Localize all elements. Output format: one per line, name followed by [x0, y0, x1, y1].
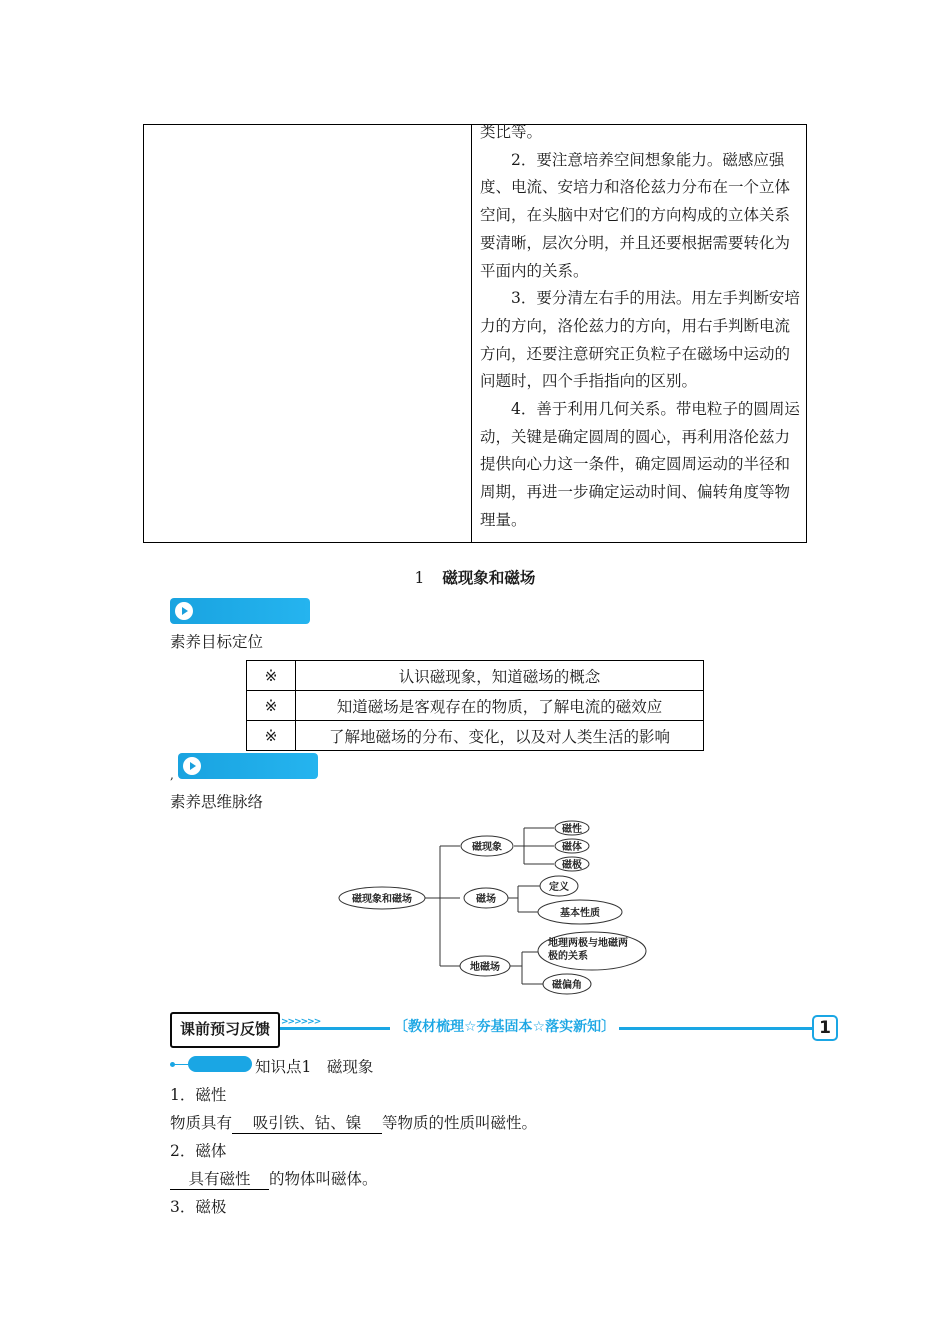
leaf-label: 地理两极与地磁两极的关系 — [548, 938, 628, 962]
section-subtitle: 〔教材梳理☆夯基固本☆落实新知〕 — [390, 1016, 619, 1038]
branch-label: 地磁场 — [470, 962, 500, 973]
section-banner — [178, 753, 318, 779]
knowledge-point-label: 知识点1 磁现象 — [255, 1058, 374, 1076]
section-title: 课前预习反馈 — [170, 1012, 280, 1048]
branch-label: 磁现象 — [472, 842, 502, 853]
play-icon — [175, 602, 193, 620]
root-label: 磁现象和磁场 — [352, 894, 412, 905]
answer-blank: 吸引铁、钴、镍 — [232, 1111, 382, 1134]
arrows-icon: >>>>>> — [281, 1017, 321, 1027]
sentence-text: 等物质的性质叫磁性。 — [382, 1114, 538, 1132]
paragraph: 类比等。 — [480, 123, 543, 141]
item-heading: 2．磁体 — [170, 1142, 227, 1160]
leaf-label: 基本性质 — [560, 908, 600, 919]
play-icon — [183, 757, 201, 775]
continued-table — [143, 124, 807, 543]
goal-text: 知道磁场是客观存在的物质，了解电流的磁效应 — [296, 691, 704, 721]
leaf-label: 磁极 — [562, 860, 582, 871]
item-heading: 3．磁极 — [170, 1198, 227, 1216]
goal-mark: ※ — [247, 691, 296, 721]
answer-blank: 具有磁性 — [170, 1167, 269, 1190]
table-right-cell — [480, 119, 801, 535]
table-column-divider — [471, 125, 472, 542]
paragraph: 3．要分清左右手的用法。用左手判断安培力的方向，洛伦兹力的方向，用右手判断电流方向，还要注意研究正负粒子在磁场中运动的问题时，四个手指指向的区别。 — [480, 289, 800, 391]
goals-table — [246, 660, 704, 751]
stray-mark: , — [170, 768, 174, 782]
section-header — [170, 1010, 840, 1046]
leaf-label: 磁偏角 — [552, 980, 582, 991]
knowledge-pill — [188, 1056, 252, 1072]
goal-text: 认识磁现象，知道磁场的概念 — [296, 661, 704, 691]
table-row — [247, 691, 704, 721]
branch-label: 磁场 — [476, 894, 496, 905]
lesson-title — [0, 566, 950, 588]
lesson-number: 1 — [414, 569, 425, 587]
goal-mark: ※ — [247, 721, 296, 751]
sentence-text: 的物体叫磁体。 — [269, 1170, 378, 1188]
leaf-label-wrap — [548, 937, 636, 967]
leaf-label: 磁体 — [562, 842, 582, 853]
fill-blank-sentence — [170, 1111, 537, 1134]
leaf-label: 定义 — [549, 882, 569, 893]
section-number-badge: 1 — [812, 1015, 838, 1041]
fill-blank-sentence — [170, 1167, 378, 1190]
table-row — [247, 661, 704, 691]
paragraph: 4．善于利用几何关系。带电粒子的圆周运动，关键是确定圆周的圆心，再利用洛伦兹力提供向心力这一条件，确定圆周运动的半径和周期，再进一步确定运动时间、偏转角度等物理量。 — [480, 400, 800, 529]
paragraph: 2．要注意培养空间想象能力。磁感应强度、电流、安培力和洛伦兹力分布在一个立体空间，在头脑中对它们的方向构成的立体关系要清晰，层次分明，并且还要根据需要转化为平面内的关系。 — [480, 150, 791, 280]
goal-text: 了解地磁场的分布、变化，以及对人类生活的影响 — [296, 721, 704, 751]
lesson-title-text: 磁现象和磁场 — [442, 568, 536, 587]
mindmap-heading: 素养思维脉络 — [170, 793, 264, 811]
table-row — [247, 721, 704, 751]
goals-heading: 素养目标定位 — [170, 633, 264, 651]
item-heading: 1．磁性 — [170, 1086, 227, 1104]
mind-map-diagram — [336, 816, 656, 998]
goal-mark: ※ — [247, 661, 296, 691]
leaf-label: 磁性 — [562, 824, 582, 835]
section-banner — [170, 598, 310, 624]
sentence-text: 物质具有 — [170, 1114, 233, 1132]
